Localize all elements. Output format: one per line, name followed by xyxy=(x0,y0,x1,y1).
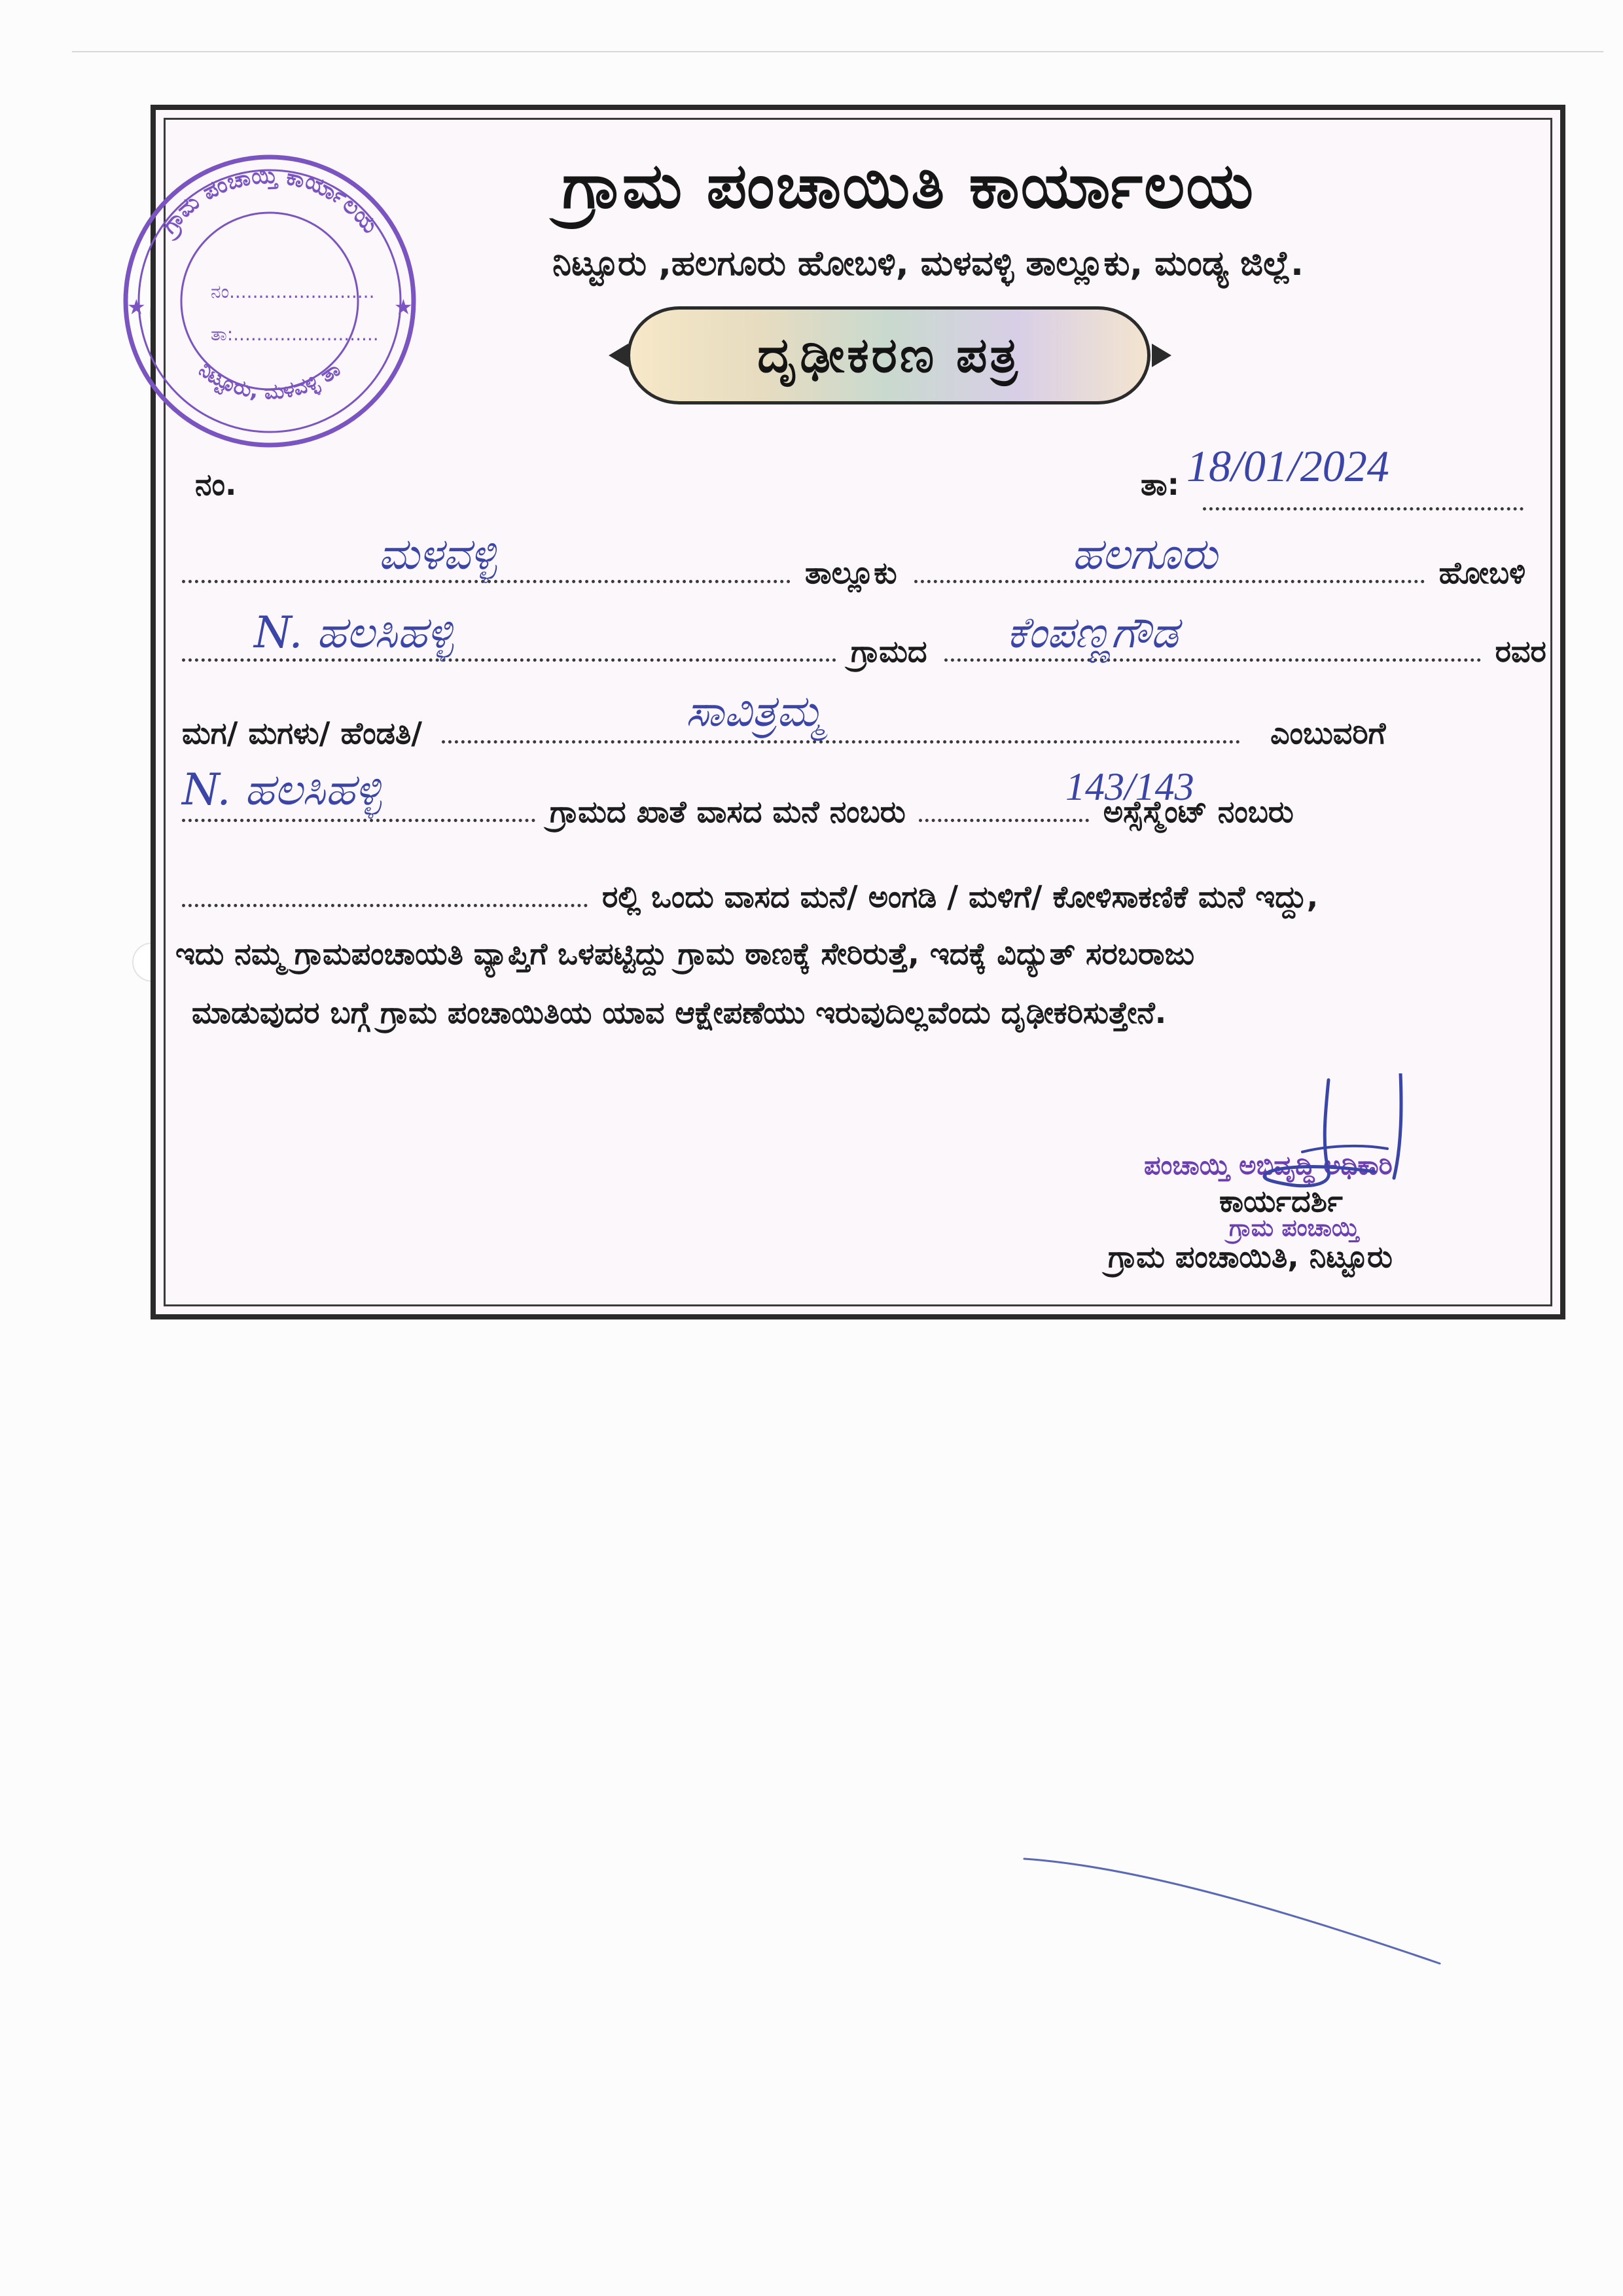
number-label: ನಂ. xyxy=(195,467,237,502)
body-line-1-text: ರಲ್ಲಿ ಒಂದು ವಾಸದ ಮನೆ/ ಅಂಗಡಿ / ಮಳಿಗೆ/ ಕೋಳಿಸಾಕಣಿಕೆ ಮನೆ ಇದ್ದು, xyxy=(602,879,1319,914)
body-line-2-text: ಇದು ನಮ್ಮ ಗ್ರಾಮಪಂಚಾಯತಿ ವ್ಯಾಪ್ತಿಗೆ ಒಳಪಟ್ಟಿದ್ದು ಗ್ರಾಮ ಠಾಣಕ್ಕೆ ಸೇರಿರುತ್ತೆ, ಇದಕ್ಕೆ ವಿದ್ಯುತ್ ಸರಬರಾಜು xyxy=(175,936,1195,971)
stray-pen-stroke xyxy=(1021,1846,1446,1977)
khata-label: ಗ್ರಾಮದ ಖಾತೆ ವಾಸದ ಮನೆ ನಂಬರು xyxy=(550,794,906,829)
body-line-2 xyxy=(175,936,1537,973)
khata-dots xyxy=(919,812,1089,822)
office-seal xyxy=(113,144,427,458)
svg-text:ನಿಟ್ಟೂರು, ಮಳವಳ್ಳಿ ತಾ: ನಿಟ್ಟೂರು, ಮಳವಳ್ಳಿ ತಾ xyxy=(194,356,345,404)
father-value: ಕೆಂಪಣ್ಣಗೌಡ xyxy=(1007,607,1179,658)
property-village-value: N. ಹಲಸಿಹಳ್ಳಿ xyxy=(182,764,382,815)
body-line-3-text: ಮಾಡುವುದರ ಬಗ್ಗೆ ಗ್ರಾಮ ಪಂಚಾಯಿತಿಯ ಯಾವ ಆಕ್ಷೇಪಣೆಯು ಇರುವುದಿಲ್ಲವೆಂದು ದೃಢೀಕರಿಸುತ್ತೇನೆ. xyxy=(192,995,1167,1030)
svg-text:ಗ್ರಾಮ ಪಂಚಾಯ್ತಿ ಕಾರ್ಯಾಲಯ: ಗ್ರಾಮ ಪಂಚಾಯ್ತಿ ಕಾರ್ಯಾಲಯ xyxy=(156,162,383,239)
date-dots xyxy=(1203,501,1524,511)
body-line-3 xyxy=(192,995,1553,1031)
signatory-office: ಗ್ರಾಮ ಪಂಚಾಯಿತಿ, ನಿಟ್ಟೂರು xyxy=(1108,1239,1393,1274)
officer-stamp-line-1: ಪಂಚಾಯ್ತಿ ಅಭಿವೃದ್ಧಿ ಅಧಿಕಾರಿ xyxy=(1144,1151,1393,1181)
relation-label: ಮಗ/ ಮಗಳು/ ಹೆಂಡತಿ/ xyxy=(182,715,423,751)
hobli-value: ಹಲಗೂರು xyxy=(1072,529,1218,579)
embuvarige-label: ಎಂಬುವರಿಗೆ xyxy=(1270,715,1386,751)
relation-dots xyxy=(442,734,1240,744)
officer-stamp-line-2: ಗ್ರಾಮ ಪಂಚಾಯ್ತಿ xyxy=(1229,1215,1359,1242)
date-value: 18/01/2024 xyxy=(1186,441,1389,491)
assessment-dots xyxy=(182,897,588,907)
khata-value: 143/143 xyxy=(1065,765,1194,808)
village-label: ಗ್ರಾಮದ xyxy=(851,634,927,669)
office-address: ನಿಟ್ಟೂರು ,ಹಲಗೂರು ಹೋಬಳಿ, ಮಳವಳ್ಳಿ ತಾಲ್ಲೂಕು, ಮಂಡ್ಯ ಜಿಲ್ಲೆ. xyxy=(552,244,1304,283)
scan-edge-line xyxy=(72,51,1603,52)
date-label: ತಾ: xyxy=(1141,467,1180,502)
khata-row xyxy=(182,794,1543,831)
ravara-label: ರವರ xyxy=(1495,634,1546,669)
assessment-label: ಅಸ್ಸೆಸ್ಮೆಂಟ್ ನಂಬರು xyxy=(1103,794,1294,829)
svg-text:★: ★ xyxy=(127,295,146,319)
document-title: ದೃಢೀಕರಣ ಪತ್ರ xyxy=(757,327,1020,384)
svg-text:★: ★ xyxy=(394,295,413,319)
village-value: N. ಹಲಸಿಹಳ್ಳಿ xyxy=(254,607,454,658)
banner-point-right xyxy=(1152,344,1171,367)
relation-row xyxy=(182,715,1543,752)
body-line-1 xyxy=(182,879,1543,916)
document-title-banner xyxy=(627,306,1150,404)
signatory-role: ಕಾರ್ಯದರ್ಶಿ xyxy=(1219,1183,1343,1219)
hobli-label: ಹೋಬಳಿ xyxy=(1438,555,1526,590)
taluk-label: ತಾಲ್ಲೂಕು xyxy=(805,555,897,590)
office-title: ಗ್ರಾಮ ಪಂಚಾಯಿತಿ ಕಾರ್ಯಾಲಯ xyxy=(562,149,1255,223)
relation-value: ಸಾವಿತ್ರಮ್ಮ xyxy=(686,686,824,736)
taluk-value: ಮಳವಳ್ಳಿ xyxy=(378,529,497,579)
banner-point-left xyxy=(609,344,628,367)
svg-text:ತಾ:.........................: ತಾ:......................... xyxy=(211,323,379,345)
handwritten-signature xyxy=(1230,1073,1440,1224)
svg-text:ನಂ.........................: ನಂ......................... xyxy=(211,281,375,302)
